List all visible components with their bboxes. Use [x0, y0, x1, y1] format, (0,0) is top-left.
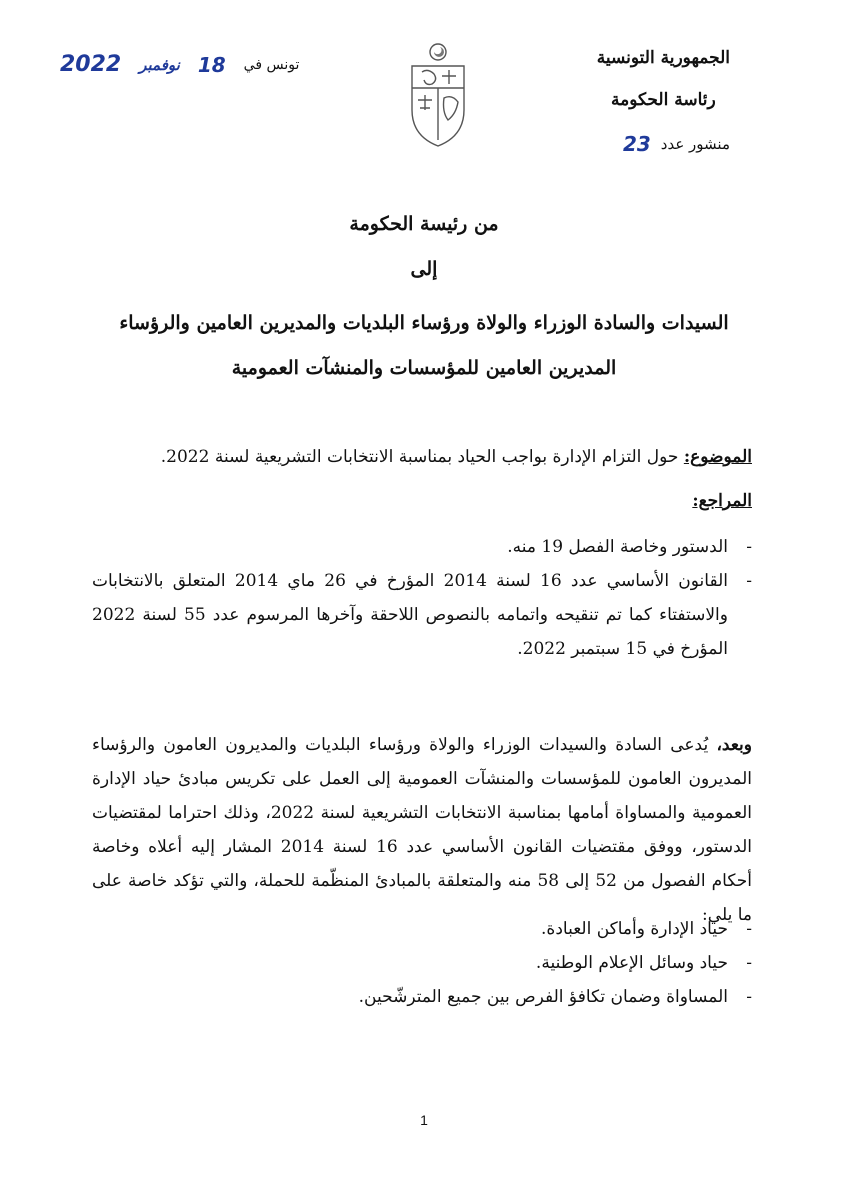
- body-text: يُدعى السادة والسيدات الوزراء والولاة ورؤساء البلديات والمديرون العامون والرؤساء المديرون العامون للمؤسسات والمنشآت العمومية إلى العمل على تكريس مبادئ حياد الإدارة العمومية والمساواة أمامها بمناسبة الانتخابات التشريعية لسنة 2022، وذلك احتراما لمقتضيات الدستور، ووفق مقتضيات القانون الأساسي عدد 16 لسنة 2014 المشار إليه أعلاه وخاصة أحكام الفصول من 52 إلى 58 منه والمتعلقة بالمبادئ المنظّمة للحملة، والتي تؤكد خاصة على ما يلي:: [92, 735, 753, 925]
- subject-text: حول التزام الإدارة بواجب الحياد بمناسبة الانتخابات التشريعية لسنة 2022.: [160, 447, 684, 467]
- date-line: [60, 52, 299, 77]
- reference-item: - القانون الأساسي عدد 16 لسنة 2014 المؤرخ في 26 ماي 2014 المتعلق بالانتخابات والاستفتاء كما تم تنقيحه واتمامه بالنصوص اللاحقة وآخرها المرسوم عدد 55 لسنة 2022 المؤرخ في 15 سبتمبر 2022.: [92, 564, 752, 666]
- principles-list: [92, 912, 752, 1014]
- tunisia-coat-of-arms-icon: [404, 40, 472, 152]
- date-day: 18: [197, 52, 226, 77]
- date-place: تونس في: [243, 56, 300, 73]
- recipients-line-1: السيدات والسادة الوزراء والولاة ورؤساء البلديات والمديرين العامين والرؤساء: [119, 312, 729, 334]
- republic-name: الجمهورية التونسية: [596, 48, 730, 68]
- to-word: إلى: [410, 258, 438, 280]
- date-month: نوفمبر: [139, 55, 180, 74]
- subject-label: الموضوع:: [683, 447, 752, 467]
- sender-line: من رئيسة الحكومة: [349, 213, 499, 235]
- body-lead: وبعد،: [716, 735, 752, 755]
- circular-label: منشور عدد: [660, 135, 730, 153]
- references-list: [92, 530, 752, 666]
- principle-item: - حياد وسائل الإعلام الوطنية.: [92, 946, 752, 980]
- circular-number: 23: [622, 132, 651, 156]
- circular-number-line: [623, 132, 730, 156]
- references-title: المراجع:: [692, 491, 752, 511]
- principle-item: - المساواة وضمان تكافؤ الفرص بين جميع المترشّحين.: [92, 980, 752, 1014]
- date-year: 2022: [60, 52, 122, 77]
- body-paragraph: [92, 728, 752, 932]
- reference-item: - الدستور وخاصة الفصل 19 منه.: [92, 530, 752, 564]
- principle-item: - حياد الإدارة وأماكن العبادة.: [92, 912, 752, 946]
- subject-line: [92, 440, 752, 474]
- letterhead: [597, 48, 730, 110]
- page-number: 1: [420, 1112, 428, 1128]
- recipients-line-2: المديرين العامين للمؤسسات والمنشآت العمومية: [231, 357, 617, 379]
- presidency-name: رئاسة الحكومة: [611, 90, 716, 110]
